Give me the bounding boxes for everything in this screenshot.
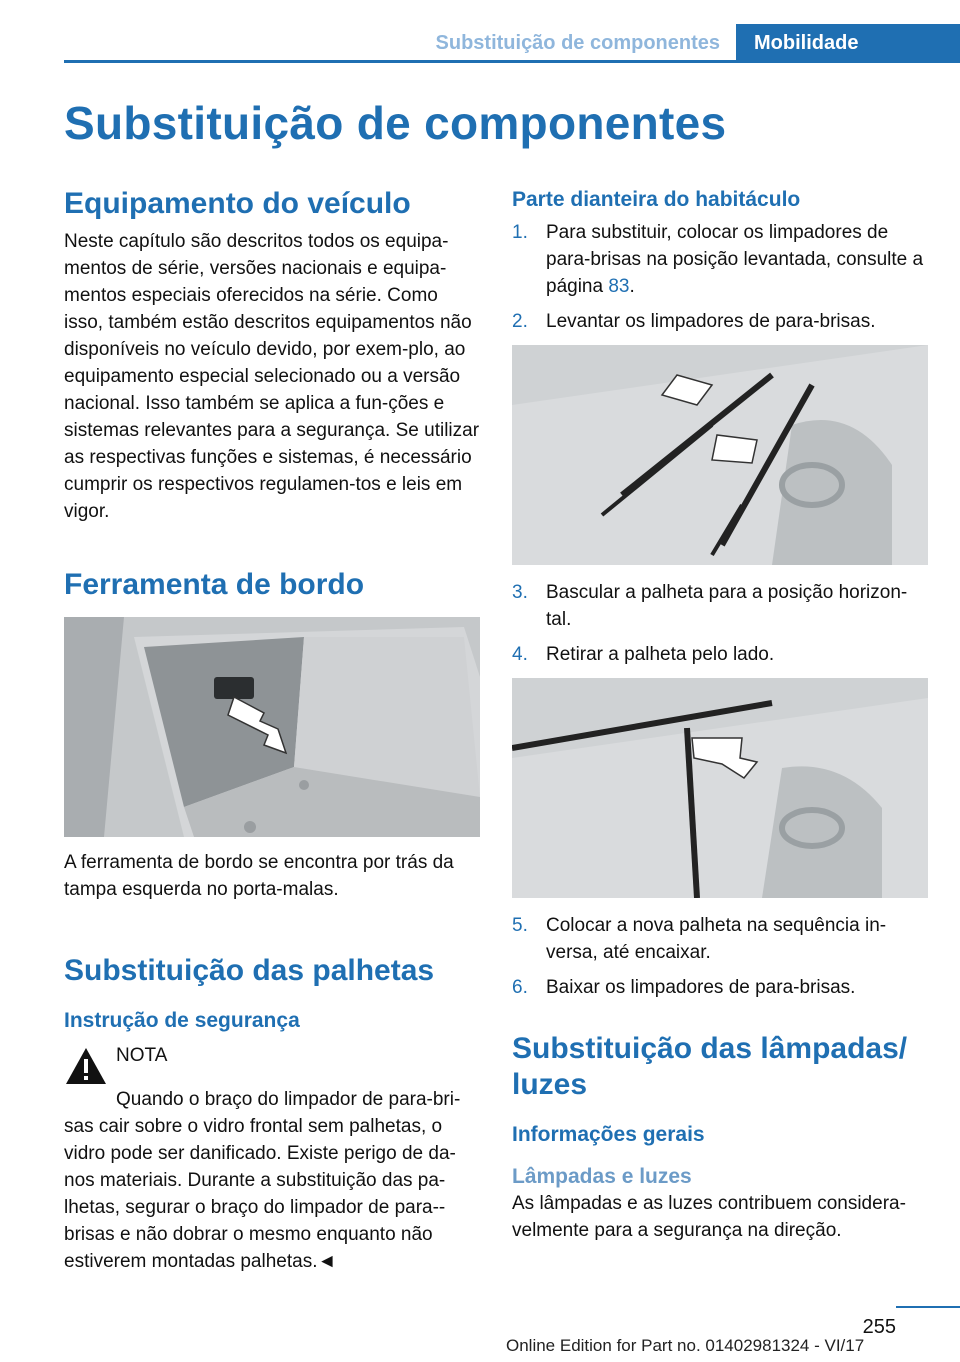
list-item [512,308,928,335]
step-number: 2. [512,311,528,333]
step-text: Levantar os limpadores de para-brisas. [546,311,876,333]
page-number: 255 [862,1316,896,1338]
header-section-title: Substituição de componentes [435,32,720,54]
steps-list-b [512,579,928,668]
step-text-body: Para substituir, colocar os limpadores de para-brisas na posição levantada, consulte a página [546,222,924,298]
heading-lamp-replacement: Substituição das lâmpadas/ luzes [512,1032,908,1102]
step-number: 1. [512,222,528,244]
warning-triangle-icon [64,1046,108,1086]
heading-safety-instruction: Instrução de segurança [64,1009,300,1032]
warning-label: NOTA [116,1045,168,1067]
header-rule [64,60,960,63]
step-number: 3. [512,582,528,604]
page-title: Substituição de componentes [64,97,727,149]
footer-edition: Online Edition for Part no. 01402981324 - VI/17 [506,1336,865,1355]
onboard-tools-text: A ferramenta de bordo se encontra por trás da tampa esquerda no porta-malas. [64,852,454,900]
list-item [512,579,928,633]
heading-vehicle-equipment: Equipamento do veículo [64,187,411,220]
list-item [512,974,928,1001]
step-text: Retirar a palheta pelo lado. [546,644,775,666]
step-number: 6. [512,977,528,999]
step-text [546,219,928,300]
blade-removal-image [512,678,928,898]
right-column [512,182,928,1244]
warning-block [64,1042,480,1086]
step-number: 5. [512,915,528,937]
list-item [512,912,928,966]
heading-onboard-tools: Ferramenta de bordo [64,568,365,601]
list-item [512,641,928,668]
list-item [512,219,928,300]
step-text-tail: . [629,276,635,298]
header-chapter-tab[interactable]: Mobilidade [736,24,960,62]
left-column [64,182,480,1275]
step-number: 4. [512,644,528,666]
heading-wiper-blades: Substituição das palhetas [64,954,435,987]
steps-list-a [512,219,928,335]
footer-rule [896,1306,960,1308]
heading-cabin-front: Parte dianteira do habitáculo [512,188,801,211]
wipers-raised-image [512,345,928,565]
heading-lamps-lights: Lâmpadas e luzes [512,1164,692,1188]
vehicle-equipment-text: Neste capítulo são descritos todos os equipa-mentos de série, versões nacionais e equipa-mentos especiais oferecidos na série. Como isso, também estão descritos equipamentos não disponíveis no veículo devido, por exem-plo, ao equipamento especial selecionado ou a versão nacional. Isso também se aplica a fun-ções e sistemas relevantes para a segurança. Se utilizar as respectivas funções e sistemas, é necessário cumprir os respectivos regulamen-tos e leis em vigor. [64,231,480,522]
warning-text: Quando o braço do limpador de para-bri-sas cair sobre o vidro frontal sem palhetas, o vidro pode ser danificado. Existe perigo de da-nos materiais. Durante a substituição das pa-lhetas, segurar o braço do limpador de para--brisas e não dobrar o mesmo enquanto não estiverem montadas palhetas.◄ [64,1089,461,1273]
lamps-lights-text: As lâmpadas e as luzes contribuem considera-velmente para a segurança na direção. [512,1192,906,1241]
page-link[interactable]: 83 [608,276,630,298]
trunk-tools-image [64,617,480,837]
step-text: Colocar a nova palheta na sequência in-versa, até encaixar. [546,915,887,964]
step-text: Bascular a palheta para a posição horizon-tal. [546,582,908,631]
step-text: Baixar os limpadores de para-brisas. [546,977,856,999]
heading-general-info: Informações gerais [512,1123,705,1147]
steps-list-c [512,912,928,1001]
